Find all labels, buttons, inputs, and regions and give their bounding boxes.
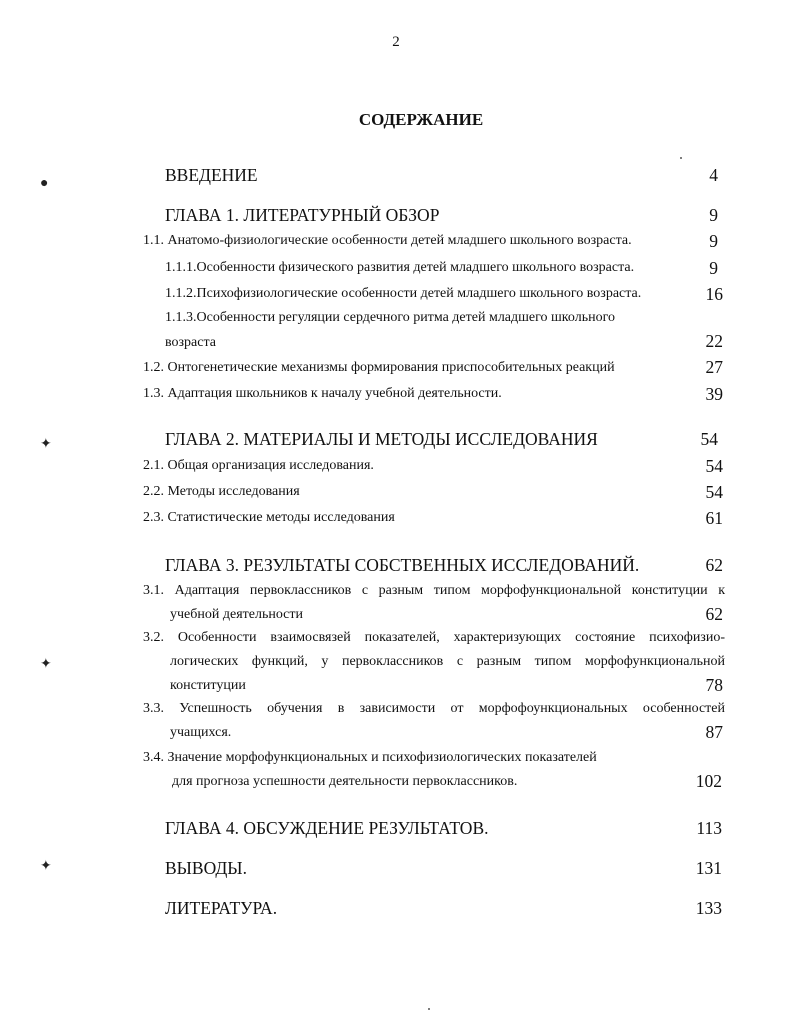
toc-entry-ch3[interactable]: ГЛАВА 3. РЕЗУЛЬТАТЫ СОБСТВЕННЫХ ИССЛЕДОВАНИЙ. [165, 555, 640, 575]
toc-page-conclusions: 131 [695, 858, 722, 878]
toc-entry-s1-1-3-line1[interactable]: 1.1.3.Особенности регуляции сердечного ритма детей младшего школьного [165, 310, 615, 325]
toc-page-s1-1-2: 16 [705, 284, 723, 304]
toc-entry-s3-4-line1[interactable]: 3.4. Значение морфофункциональных и психофизиологических показателей [143, 750, 597, 765]
toc-entry-s3-2-line3[interactable]: конституции [170, 678, 246, 693]
toc-page-intro: 4 [709, 165, 718, 185]
scan-mark: ✦ [40, 437, 52, 452]
toc-entry-s1-1-3-line2[interactable]: возраста [165, 335, 216, 350]
toc-page-s1-1: 9 [709, 231, 718, 251]
toc-entry-s2-1[interactable]: 2.1. Общая организация исследования. [143, 458, 374, 473]
toc-page-s1-1-3: 22 [705, 331, 723, 351]
toc-entry-s1-2[interactable]: 1.2. Онтогенетические механизмы формирования приспособительных реакций [143, 360, 615, 375]
toc-page-ch2: 54 [700, 429, 718, 449]
toc-page-s1-2: 27 [705, 357, 723, 377]
toc-entry-s3-4-line2[interactable]: для прогноза успешности деятельности первоклассников. [172, 774, 518, 789]
toc-page-ch4: 113 [696, 818, 722, 838]
toc-page-literature: 133 [695, 898, 722, 918]
toc-entry-s3-2-line2[interactable]: логических функций, у первоклассников с разным типом морфофункциональной [170, 654, 725, 669]
toc-entry-s1-1-2[interactable]: 1.1.2.Психофизиологические особенности детей младшего школьного возраста. [165, 286, 642, 301]
toc-entry-s1-1-1[interactable]: 1.1.1.Особенности физического развития детей младшего школьного возраста. [165, 260, 635, 275]
toc-title: СОДЕРЖАНИЕ [358, 110, 484, 129]
toc-entry-conclusions[interactable]: ВЫВОДЫ. [165, 858, 247, 878]
toc-page-s3-1: 62 [705, 604, 723, 624]
toc-entry-ch4[interactable]: ГЛАВА 4. ОБСУЖДЕНИЕ РЕЗУЛЬТАТОВ. [165, 818, 489, 838]
scan-mark: ● [40, 176, 49, 191]
toc-page-s3-3: 87 [705, 722, 723, 742]
page-number: 2 [392, 34, 400, 50]
toc-entry-s3-2-line1[interactable]: 3.2. Особенности взаимосвязей показателей, характеризующих состояние психофизио- [143, 630, 725, 645]
scan-mark: ✦ [40, 657, 52, 672]
scan-speck [428, 1008, 430, 1010]
toc-entry-s3-3-line1[interactable]: 3.3. Успешность обучения в зависимости от морфофоункциональных особенностей [143, 701, 725, 716]
toc-page-ch3: 62 [705, 555, 723, 575]
toc-entry-intro[interactable]: ВВЕДЕНИЕ [165, 165, 258, 185]
toc-entry-s3-3-line2[interactable]: учащихся. [170, 725, 232, 740]
toc-entry-ch1[interactable]: ГЛАВА 1. ЛИТЕРАТУРНЫЙ ОБЗОР [165, 205, 440, 225]
toc-page-s2-3: 61 [705, 508, 723, 528]
toc-page-s3-4: 102 [695, 771, 722, 791]
toc-page-s2-1: 54 [705, 456, 723, 476]
toc-page-ch1: 9 [709, 205, 718, 225]
toc-entry-s2-2[interactable]: 2.2. Методы исследования [143, 484, 300, 499]
scan-speck [680, 157, 682, 159]
toc-entry-s3-1-line1[interactable]: 3.1. Адаптация первоклассников с разным типом морфофункциональной конституции к [143, 583, 725, 598]
toc-entry-s1-3[interactable]: 1.3. Адаптация школьников к началу учебной деятельности. [143, 386, 502, 401]
toc-entry-ch2[interactable]: ГЛАВА 2. МАТЕРИАЛЫ И МЕТОДЫ ИССЛЕДОВАНИЯ [165, 429, 598, 449]
toc-entry-s1-1[interactable]: 1.1. Анатомо-физиологические особенности детей младшего школьного возраста. [143, 233, 632, 248]
toc-page-s2-2: 54 [705, 482, 723, 502]
scan-mark: ✦ [40, 859, 52, 874]
toc-entry-s3-1-line2[interactable]: учебной деятельности [170, 607, 304, 622]
toc-entry-s2-3[interactable]: 2.3. Статистические методы исследования [143, 510, 395, 525]
toc-page-s1-3: 39 [705, 384, 723, 404]
toc-page-s1-1-1: 9 [709, 258, 718, 278]
toc-entry-literature[interactable]: ЛИТЕРАТУРА. [165, 898, 278, 918]
toc-page-s3-2: 78 [705, 675, 723, 695]
